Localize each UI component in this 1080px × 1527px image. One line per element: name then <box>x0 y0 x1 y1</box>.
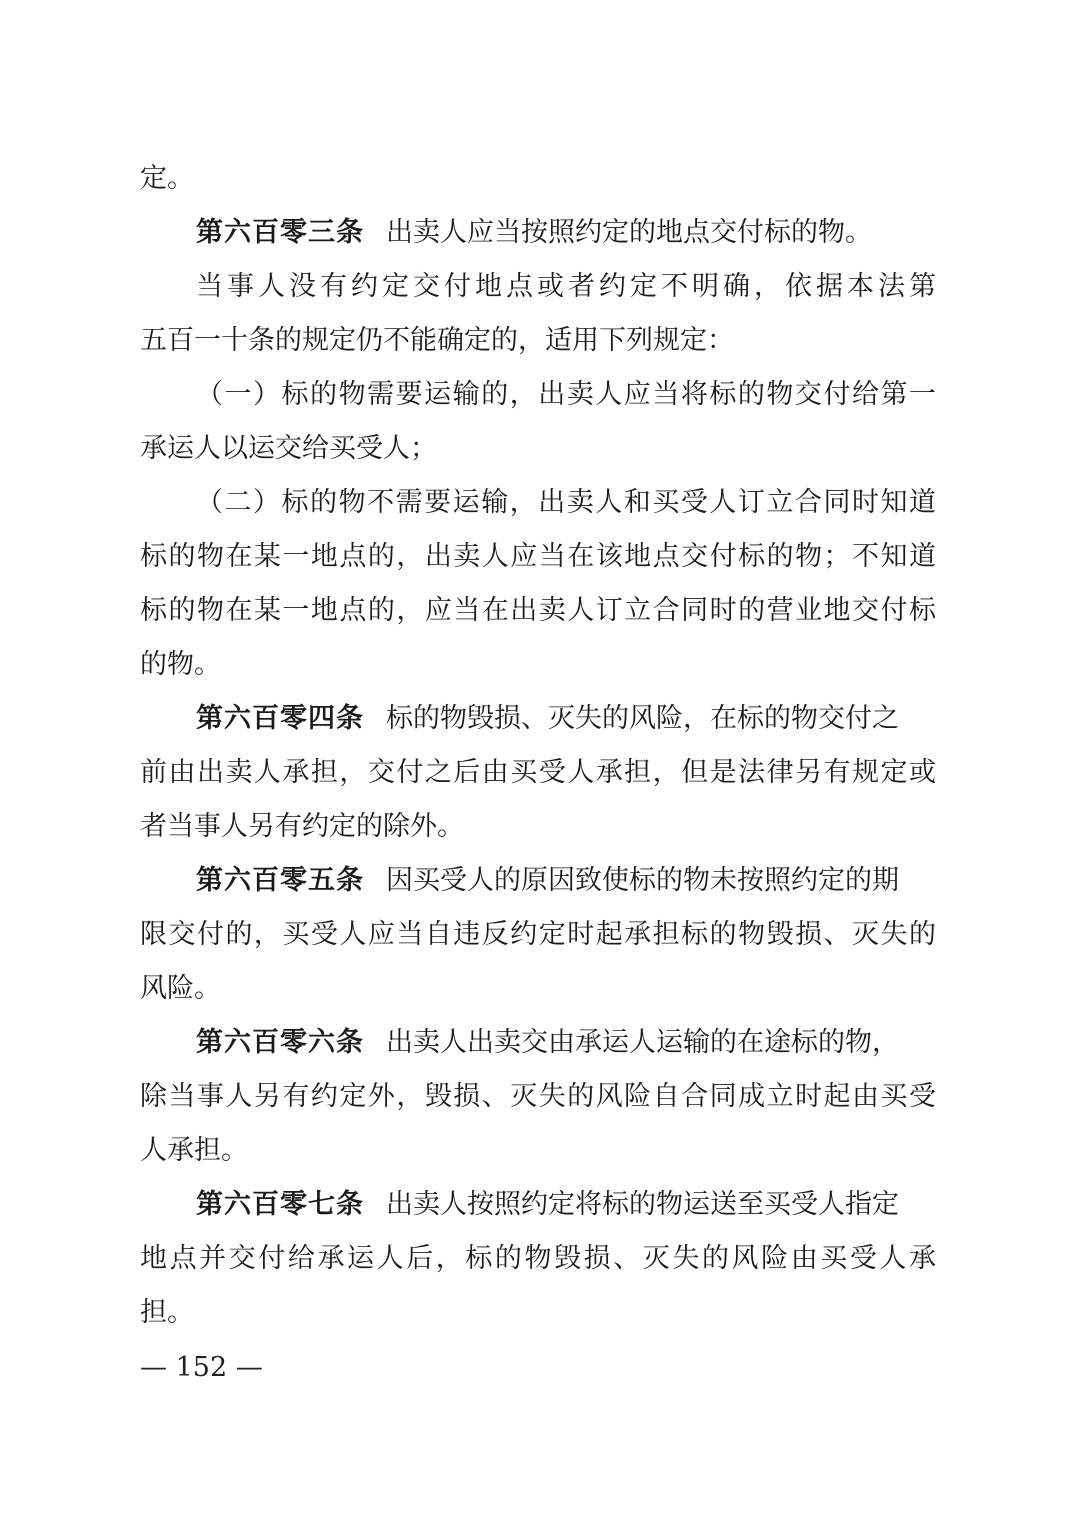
article-text: 标的物毁损、灭失的风险，在标的物交付之 <box>386 703 899 734</box>
text-line: 定。 <box>140 163 194 194</box>
article-604 <box>196 692 936 746</box>
text-line: 五百一十条的规定仍不能确定的，适用下列规定： <box>140 325 734 356</box>
text-line: 担。 <box>140 1297 194 1328</box>
text-line: 人承担。 <box>140 1135 248 1166</box>
text-line: 前由出卖人承担，交付之后由买受人承担，但是法律另有规定或 <box>140 757 936 788</box>
article-text: 出卖人按照约定将标的物运送至买受人指定 <box>386 1189 899 1220</box>
article-text: 因买受人的原因致使标的物未按照约定的期 <box>386 865 899 896</box>
article-title: 第六百零五条 <box>196 865 364 896</box>
article-title: 第六百零六条 <box>196 1027 364 1058</box>
text-line: 限交付的，买受人应当自违反约定时起承担标的物毁损、灭失的 <box>140 919 936 950</box>
text-line: 标的物在某一地点的，出卖人应当在该地点交付标的物；不知道 <box>140 541 936 572</box>
article-title: 第六百零七条 <box>196 1189 364 1220</box>
text-line: 承运人以运交给买受人； <box>140 433 437 464</box>
article-text: 出卖人出卖交由承运人运输的在途标的物， <box>386 1027 899 1058</box>
text-line: 风险。 <box>140 973 221 1004</box>
text-line: 的物。 <box>140 649 221 680</box>
article-title: 第六百零四条 <box>196 703 364 734</box>
article-title: 第六百零三条 <box>196 217 364 248</box>
article-text: 出卖人应当按照约定的地点交付标的物。 <box>386 217 872 248</box>
article-606 <box>196 1016 936 1070</box>
text-line: 除当事人另有约定外，毁损、灭失的风险自合同成立时起由买受 <box>140 1081 936 1112</box>
page-number: — 152 — <box>140 1352 263 1383</box>
text-line: 当事人没有约定交付地点或者约定不明确，依据本法第 <box>196 271 936 302</box>
text-line: 地点并交付给承运人后，标的物毁损、灭失的风险由买受人承 <box>140 1243 936 1274</box>
text-line: 标的物在某一地点的，应当在出卖人订立合同时的营业地交付标 <box>140 595 936 626</box>
article-603 <box>196 206 936 260</box>
text-line: 者当事人另有约定的除外。 <box>140 811 464 842</box>
article-605 <box>196 854 936 908</box>
text-line: （二）标的物不需要运输，出卖人和买受人订立合同时知道 <box>196 487 936 518</box>
article-607 <box>196 1178 936 1232</box>
text-line: （一）标的物需要运输的，出卖人应当将标的物交付给第一 <box>196 379 936 410</box>
